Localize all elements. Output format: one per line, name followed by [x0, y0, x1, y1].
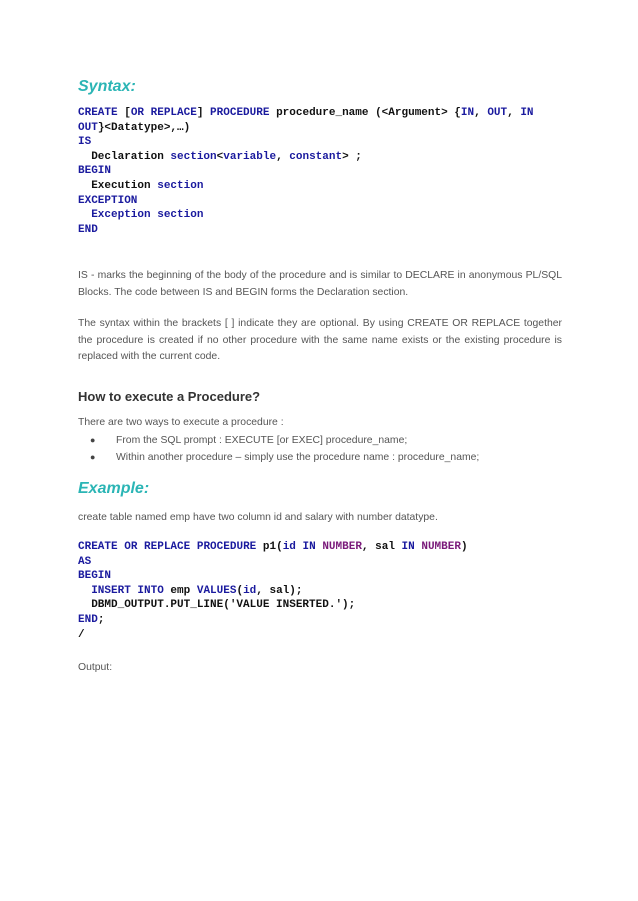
code-token: IS [78, 136, 92, 149]
syntax-heading: Syntax: [78, 78, 136, 95]
example-intro: create table named emp have two column id and salary with number datatype. [78, 512, 438, 523]
code-token: BEGIN [78, 165, 112, 178]
code-token: ] [196, 107, 211, 119]
code-token: variable [223, 150, 277, 163]
code-token: IN [302, 541, 316, 553]
example-code-block [78, 540, 562, 642]
bullet-icon: ● [90, 435, 96, 445]
code-token: VALUES [196, 584, 237, 597]
code-token: IN [520, 107, 534, 119]
code-token: AS [78, 555, 92, 568]
list-item [78, 432, 562, 449]
code-token: CREATE [78, 541, 118, 553]
code-token: INSERT [91, 584, 131, 597]
syntax-code-block [78, 106, 562, 237]
code-token: emp [163, 584, 197, 597]
code-token: procedure_name (<Argument> { [269, 107, 461, 119]
code-token: CREATE [78, 107, 118, 119]
code-token: OR [130, 107, 145, 119]
code-token: DBMD_OUTPUT.PUT_LINE('VALUE INSERTED.'); [78, 599, 356, 612]
code-token: , sal); [256, 584, 303, 597]
code-token: , sal [361, 541, 402, 553]
code-token: , [474, 107, 488, 119]
code-token: constant [289, 150, 343, 163]
code-token: id [243, 584, 257, 597]
list-item-text: From the SQL prompt : EXECUTE [or EXEC] procedure_name; [116, 435, 408, 446]
code-token: section [157, 179, 204, 192]
is-description: IS - marks the beginning of the body of the procedure and is similar to DECLARE in anonymous PL/SQL Blocks. The code between IS and BEGIN forms the Declaration section. [78, 270, 562, 298]
code-token: , [276, 150, 290, 163]
code-token: ; [97, 613, 105, 626]
code-token: ( [236, 584, 244, 597]
code-token: Exception section [78, 209, 204, 222]
code-token: ) [460, 541, 468, 553]
code-token: END [78, 613, 98, 626]
list-item [78, 449, 562, 466]
code-token: OR [124, 541, 138, 553]
code-token [190, 541, 197, 553]
code-token: [ [117, 107, 131, 119]
code-token: IN [460, 107, 475, 119]
code-token [144, 107, 151, 119]
code-token: , [507, 107, 521, 119]
code-token: REPLACE [144, 541, 191, 553]
code-token: EXCEPTION [78, 194, 138, 207]
execute-intro: There are two ways to execute a procedure : [78, 417, 284, 428]
bullet-icon: ● [90, 452, 96, 462]
code-token: REPLACE [150, 107, 197, 119]
code-token: NUMBER [322, 541, 362, 553]
code-token: < [216, 150, 224, 163]
code-token: p1( [256, 541, 283, 553]
code-token: section [170, 150, 217, 163]
output-label: Output: [78, 662, 113, 673]
example-heading: Example: [78, 480, 150, 497]
code-token: BEGIN [78, 570, 112, 583]
code-token: IN [401, 541, 415, 553]
code-token [78, 585, 91, 597]
code-token: OUT [78, 121, 98, 134]
code-token [296, 541, 303, 553]
code-token: > ; [342, 150, 362, 163]
code-token: OUT [487, 107, 508, 119]
code-token: / [78, 628, 85, 641]
code-token: END [78, 223, 98, 236]
code-token: INTO [137, 584, 164, 597]
code-token: Execution [78, 179, 158, 192]
execute-heading: How to execute a Procedure? [78, 389, 261, 404]
code-token: id [282, 541, 296, 553]
list-item-text: Within another procedure – simply use the procedure name : procedure_name; [116, 452, 480, 463]
brackets-description: The syntax within the brackets [ ] indicate they are optional. By using CREATE OR REPLACE together the procedure is created if no other procedure with the same name exists or the existing procedure is replaced with the current code. [78, 318, 562, 362]
code-token: }<Datatype>,…) [97, 121, 191, 134]
code-token: Declaration [78, 150, 171, 163]
code-token: PROCEDURE [196, 541, 257, 553]
code-token: NUMBER [421, 541, 461, 553]
code-token: PROCEDURE [210, 107, 270, 119]
execute-list [78, 432, 562, 466]
